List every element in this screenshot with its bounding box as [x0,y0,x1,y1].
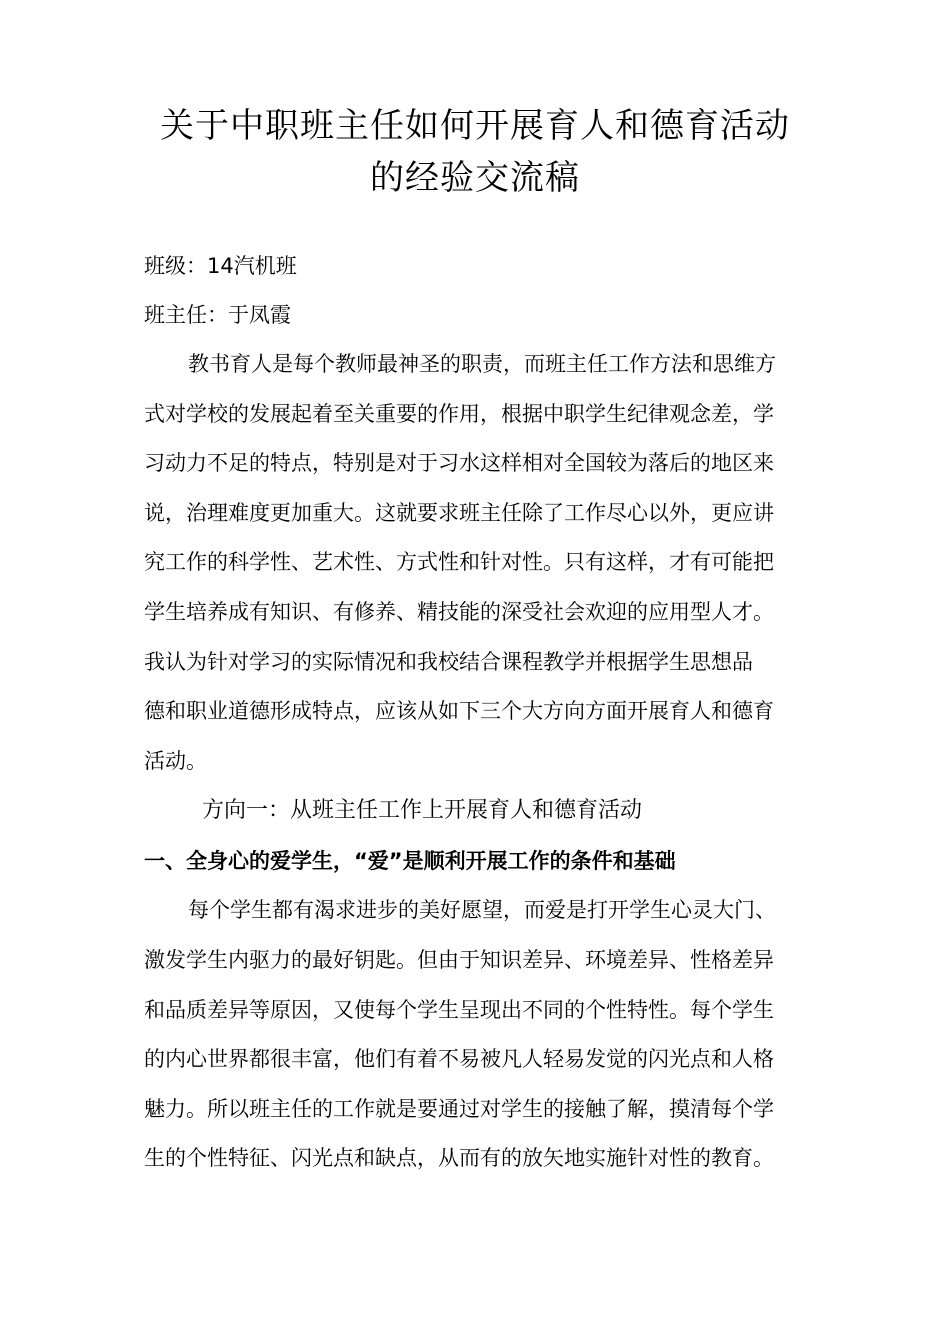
paragraph-line: 魅力。所以班主任的工作就是要通过对学生的接触了解，摸清每个学 [144,1096,774,1121]
teacher-info: 班主任：于凤霞 [144,303,291,327]
section-heading: 一、全身心的爱学生，“爱”是顺利开展工作的条件和基础 [144,849,676,874]
document-meta [144,242,806,340]
paragraph-line: 我认为针对学习的实际情况和我校结合课程教学并根据学生思想品 [144,649,753,674]
paragraph-line: 究工作的科学性、艺术性、方式性和针对性。只有这样，才有可能把 [144,550,774,575]
title-line-1: 关于中职班主任如何开展育人和德育活动 [160,106,790,146]
document-title [144,100,806,204]
paragraph-line: 式对学校的发展起着至关重要的作用，根据中职学生纪律观念差，学 [144,401,774,426]
intro-paragraph [144,340,806,786]
paragraph-line: 活动。 [144,748,207,773]
paragraph-line: 说，治理难度更加重大。这就要求班主任除了工作尽心以外，更应讲 [144,500,774,525]
section-paragraph [144,886,806,1184]
paragraph-line: 学生培养成有知识、有修养、精技能的深受社会欢迎的应用型人才。 [144,599,774,624]
paragraph-line: 的内心世界都很丰富，他们有着不易被凡人轻易发觉的闪光点和人格 [144,1047,774,1072]
paragraph-line: 教书育人是每个教师最神圣的职责，而班主任工作方法和思维方 [188,352,776,376]
paragraph-line: 习动力不足的特点，特别是对于习水这样相对全国较为落后的地区来 [144,451,774,476]
paragraph-line: 激发学生内驱力的最好钥匙。但由于知识差异、环境差异、性格差异 [144,947,774,972]
paragraph-line: 和品质差异等原因，又使每个学生呈现出不同的个性特性。每个学生 [144,997,774,1022]
title-line-2: 的经验交流稿 [370,158,580,198]
direction-heading: 方向一：从班主任工作上开展育人和德育活动 [202,798,643,824]
paragraph-line: 每个学生都有渴求进步的美好愿望，而爱是打开学生心灵大门、 [188,898,776,923]
paragraph-line: 德和职业道德形成特点，应该从如下三个大方向方面开展育人和德育 [144,699,774,724]
class-info: 班级：14汽机班 [144,254,297,278]
paragraph-line: 生的个性特征、闪光点和缺点，从而有的放矢地实施针对性的教育。 [144,1146,774,1171]
